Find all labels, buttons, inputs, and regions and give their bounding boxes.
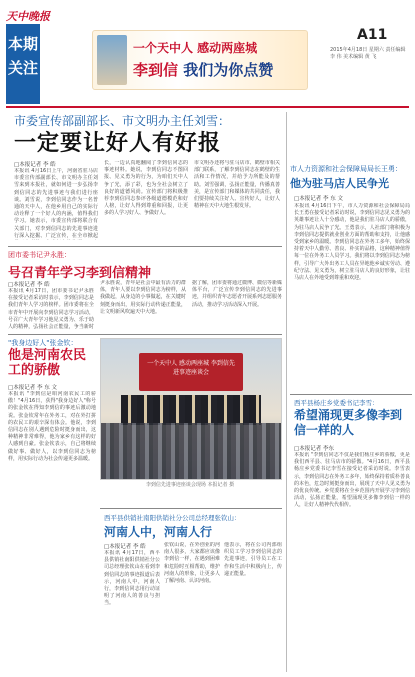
article4-headline: 河南人中，河南人行 bbox=[104, 525, 213, 539]
article3-kicker: "我身边好人"张金钦： bbox=[8, 339, 78, 347]
article2-kicker: 团市委书记尹永胜： bbox=[8, 251, 71, 259]
article4-divider bbox=[100, 508, 282, 509]
article3-headline: 他是河南农民工的骄傲 bbox=[8, 348, 87, 378]
article2-text-col1: 本报讯 4月17日，团市委书记尹永胜在接受记者采访时表示，李到信同志是我们青年人学习的榜样。团市委将在全市青年中开展向李到信同志学习活动，号召广大青年学习他见义勇为、乐于助人的精神，弘扬社会正能量，争当新时 bbox=[8, 288, 94, 330]
article2-divider bbox=[8, 246, 282, 247]
article2-headline: 号召青年学习李到信精神 bbox=[8, 266, 152, 281]
date-line: 2015年4月18日 星期六 责任编辑 李 伟 美术编辑 黄 飞 bbox=[330, 47, 406, 60]
header-rule bbox=[6, 106, 409, 108]
banner bbox=[92, 30, 308, 90]
article5-byline: □本报记者 李东 bbox=[294, 446, 334, 452]
article2-byline: □本报记者 李 皓 bbox=[8, 282, 50, 288]
photo-people bbox=[121, 395, 261, 425]
section-label-line1: 本期 bbox=[7, 35, 38, 53]
article3-divider bbox=[8, 334, 282, 335]
article4-kicker: 西平县供销社南阳供销社分公司总经理张钦山： bbox=[104, 514, 241, 522]
main-byline: □本报记者 李 皓 bbox=[14, 162, 56, 168]
article4-byline: □本报记者 李 皓 bbox=[104, 544, 146, 550]
article5-kicker: 西平县杨庄乡党委书记李雪： bbox=[294, 399, 379, 407]
section-label-line2: 关注 bbox=[7, 59, 38, 77]
article2-text-col2: 尹永胜说，青年是社会中最有活力的群体，青年人要以李到信同志为榜样，从我做起，从身边的小事做起，在关键时刻挺身而出，用实际行动传递正能量，让文明新风吹遍天中大地。 bbox=[100, 280, 186, 315]
side-byline: □本报记者 李 东 文 bbox=[294, 196, 343, 202]
main-text-col3: 市文明办还将与驻马店市、鹤壁市相关部门联系，了解李到信同志在鹤壁的生活和工作情况，并给予力所能及的帮助。刘雪强调，弘扬正能量，传播真善美，是宣传部门和媒体的共同责任，我们要持续关注好人、宣传好人，让好人精神在天中大地生根发芽。 bbox=[194, 160, 280, 210]
main-headline: 一定要让好人有好报 bbox=[14, 131, 222, 156]
main-text-col2: 长，一边认真地翻阅了李到信同志的事迹材料。她说，李到信同志不图回报、见义勇为的行为，为咱们天中人争了光，添了彩，也为全社会树立了良好的道德风尚。宣传部门将积极推荐李到信同志参评各级道德模范和好人榜，让好人得到尊重和回报，让更多的人学习好人、争做好人。 bbox=[104, 160, 188, 217]
banner-line1: 一个天中人 感动两座城 bbox=[133, 41, 258, 55]
page-number: A11 bbox=[357, 27, 388, 43]
side-divider bbox=[290, 394, 412, 395]
main-kicker: 市委宣传部副部长、市文明办主任刘雪： bbox=[14, 114, 231, 128]
photo-caption: 李到信先进事迹座谈会现场 本报记者 摄 bbox=[145, 482, 235, 488]
section-label bbox=[6, 24, 40, 104]
article5-headline: 希望涌现更多像李到信一样的人 bbox=[294, 408, 403, 437]
article4-text-col1: 本报讯 4月17日，西平县供销社南阳供销社分公司总经理张钦山在看到李到信同志的事迹报道后表示，河南人中，河南人行，李到信同志用行动证明了河南人的善良与担当。 bbox=[104, 550, 160, 607]
news-photo bbox=[100, 338, 282, 480]
side-headline: 他为驻马店人民争光 bbox=[290, 177, 389, 190]
article4-text-col3: 他表示，将在公司内部组织员工学习李到信同志的先进事迹，引导员工在工作和生活中积极向上，传递正能量。 bbox=[224, 542, 282, 577]
side-kicker: 市人力资源和社会保障局局长王勇： bbox=[290, 165, 402, 173]
main-text-col1: 本报讯 4月16日上午，河南省驻马店市委宣传部副部长、市文明办主任刘雪来到本报社，就如何进一步弘扬李到信同志的先进事迹与我们进行座谈。刘雪说，李到信同志作为一名普通的天中人，在他乡用自己的实际行动诠释了一个好人的内涵，值得我们学习。她表示，市委宣传部将联合有关部门，对李到信同志的先进事迹进行深入挖掘、广泛宣传，在全市掀起 bbox=[14, 168, 98, 239]
banner-photo bbox=[97, 35, 127, 85]
article5-text: 本报讯 "李到信同志不仅是我们杨庄乡的骄傲，更是我们西平县、驻马店市的骄傲。"4月16日，西平县杨庄乡党委书记李雪在接受记者采访时说。李雪表示，李到信同志在外务工多年，始终保持着质朴善良的本色，危急时刻挺身而出，展现了天中人见义勇为的优良传统。乡党委将在全乡范围内开展学习李到信活动，弘扬正能量，希望涌现更多像李到信一样的人，让好人精神代代相传。 bbox=[294, 452, 410, 509]
photo-audience bbox=[101, 423, 281, 479]
article4-text-col2: 张钦山说，在外创业的河南人很多，大家都应该像李到信一样，在遇到困难和危险时互相帮助，维护河南人的形象，让更多人了解河南、认识河南。 bbox=[164, 542, 220, 585]
photo-stage-banner bbox=[139, 353, 243, 391]
article3-text: 本报讯 "李到信是咱河南农民工的骄傲！"4月16日，获得"我身边好人"称号的张金钦在得知李到信的事迹后激动地说。张金钦常年在外务工，对在外打拼的农民工的艰辛深有体会。他说，李到信同志在别人遇到危险时挺身而出，这种精神非常难得，他为家乡有这样的好人感到自豪。张金钦表示，自己将继续做好事、做好人，以李到信同志为榜样，用实际行动为社会传递更多温暖。 bbox=[8, 391, 96, 462]
photo-stage-text: 一个天中人 感动两座城 李到信先进事迹座谈会 bbox=[147, 360, 235, 376]
banner-line2 bbox=[133, 59, 273, 80]
article3-text-cont bbox=[8, 510, 96, 670]
banner-name: 李到信 bbox=[133, 61, 179, 79]
side-text: 本报讯 4月16日下午，市人力资源和社会保障局局长王勇在接受记者采访时说，李到信同志见义勇为的英雄事迹让人十分感动，他是我们驻马店人的骄傲，为驻马店人民争了光。王勇表示，人社部门将积极为李到信同志提供就业创业方面的帮助和支持，让他感受到家乡的温暖。李到信同志在外务工多年，始终保持着天中人勤劳、善良、朴实的品格，这种精神值得每一位在外务工人员学习。我们将以李到信同志为榜样，引导广大外出务工人员在异地他乡诚实劳动、遵纪守法、见义勇为，树立驻马店人的良好形象，让驻马店人在外地受到尊重和欢迎。 bbox=[294, 203, 410, 282]
article2-text-col3: 据了解，团市委将通过微博、微信等新媒体平台，广泛宣传李到信同志的先进事迹，并组织青年志愿者开展系列志愿服务活动，推动学习活动深入开展。 bbox=[192, 280, 282, 308]
column-rule bbox=[286, 112, 287, 672]
banner-slogan: 我们为你点赞 bbox=[183, 61, 274, 79]
newspaper-logo: 天中晚报 bbox=[6, 10, 50, 23]
article3-byline: □本报记者 李 东 文 bbox=[8, 385, 57, 391]
